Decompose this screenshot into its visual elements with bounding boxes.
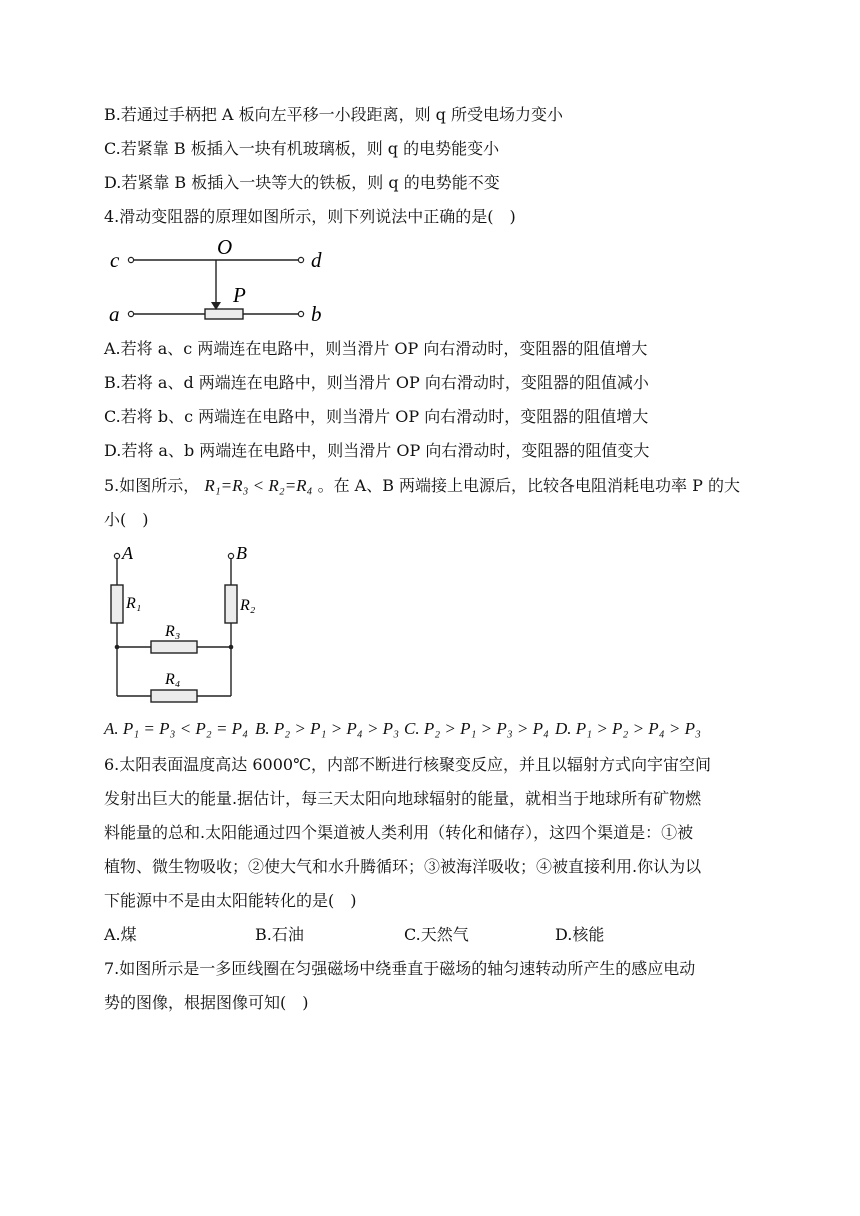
q4-option-d: D.若将 a、b 两端连在电路中，则当滑片 OP 向右滑动时，变阻器的阻值变大 bbox=[104, 441, 650, 460]
terminal-a-label: a bbox=[109, 302, 120, 326]
q6-option-c: C.天然气 bbox=[404, 925, 469, 944]
r4-label: R₄ bbox=[165, 671, 181, 688]
q5-stem-prefix: 5.如图所示， bbox=[104, 476, 200, 495]
r3-label: R₃ bbox=[165, 623, 181, 640]
q6-option-a: A.煤 bbox=[104, 925, 137, 944]
node-a-label: A bbox=[122, 543, 133, 563]
r1-label: R₁ bbox=[126, 595, 142, 612]
q7-line1: 7.如图所示是一多匝线圈在匀强磁场中绕垂直于磁场的轴匀速转动所产生的感应电动 bbox=[104, 959, 696, 978]
q4-option-c: C.若将 b、c 两端连在电路中，则当滑片 OP 向右滑动时，变阻器的阻值增大 bbox=[104, 407, 649, 426]
q4-option-b: B.若将 a、d 两端连在电路中，则当滑片 OP 向右滑动时，变阻器的阻值减小 bbox=[104, 373, 649, 392]
q6-line3: 料能量的总和.太阳能通过四个渠道被人类利用（转化和储存），这四个渠道是：①被 bbox=[104, 823, 694, 842]
terminal-d-label: d bbox=[311, 248, 322, 272]
q6-line4: 植物、微生物吸收；②使大气和水升腾循环；③被海洋吸收；④被直接利用.你认为以 bbox=[104, 857, 702, 876]
q3-option-d: D.若紧靠 B 板插入一块等大的铁板，则 q 的电势能不变 bbox=[104, 173, 500, 192]
terminal-o-label: O bbox=[217, 236, 233, 259]
q6-line1: 6.太阳表面温度高达 6000℃，内部不断进行核聚变反应，并且以辐射方式向宇宙空间 bbox=[104, 755, 711, 774]
q4-stem: 4.滑动变阻器的原理如图所示，则下列说法中正确的是( ) bbox=[104, 207, 516, 226]
r2-label: R₂ bbox=[240, 597, 256, 614]
q6-option-d: D.核能 bbox=[555, 925, 605, 944]
terminal-c-label: c bbox=[110, 248, 120, 272]
q5-option-a: A. P₁ = P₃ < P₂ = P₄ bbox=[104, 719, 248, 738]
q3-option-c: C.若紧靠 B 板插入一块有机玻璃板，则 q 的电势能变小 bbox=[104, 139, 500, 158]
slider-p-label: P bbox=[233, 283, 246, 307]
node-b-label: B bbox=[236, 543, 247, 563]
q5-stem-suffix: 。在 A、B 两端接上电源后，比较各电阻消耗电功率 P 的大 bbox=[317, 476, 740, 495]
q5-stem-line1 bbox=[104, 476, 740, 496]
q6-line5: 下能源中不是由太阳能转化的是( ) bbox=[104, 891, 357, 910]
q4-option-a: A.若将 a、c 两端连在电路中，则当滑片 OP 向右滑动时，变阻器的阻值增大 bbox=[104, 339, 648, 358]
resistor-circuit-figure bbox=[104, 542, 284, 707]
rheostat-figure bbox=[104, 236, 344, 331]
q5-option-c: C. P₂ > P₁ > P₃ > P₄ bbox=[404, 719, 549, 738]
q5-option-b: B. P₂ > P₁ > P₄ > P₃ bbox=[255, 719, 399, 738]
q7-line2: 势的图像，根据图像可知( ) bbox=[104, 993, 309, 1012]
q5-option-d: D. P₁ > P₂ > P₄ > P₃ bbox=[555, 719, 701, 738]
q3-option-b: B.若通过手柄把 A 板向左平移一小段距离，则 q 所受电场力变小 bbox=[104, 105, 563, 124]
q5-stem-line2: 小( ) bbox=[104, 510, 149, 529]
q5-stem-condition: R₁=R₃ < R₂=R₄ bbox=[204, 476, 313, 495]
terminal-b-label: b bbox=[311, 302, 322, 326]
q6-option-b: B.石油 bbox=[255, 925, 304, 944]
q6-line2: 发射出巨大的能量.据估计，每三天太阳向地球辐射的能量，就相当于地球所有矿物燃 bbox=[104, 789, 702, 808]
